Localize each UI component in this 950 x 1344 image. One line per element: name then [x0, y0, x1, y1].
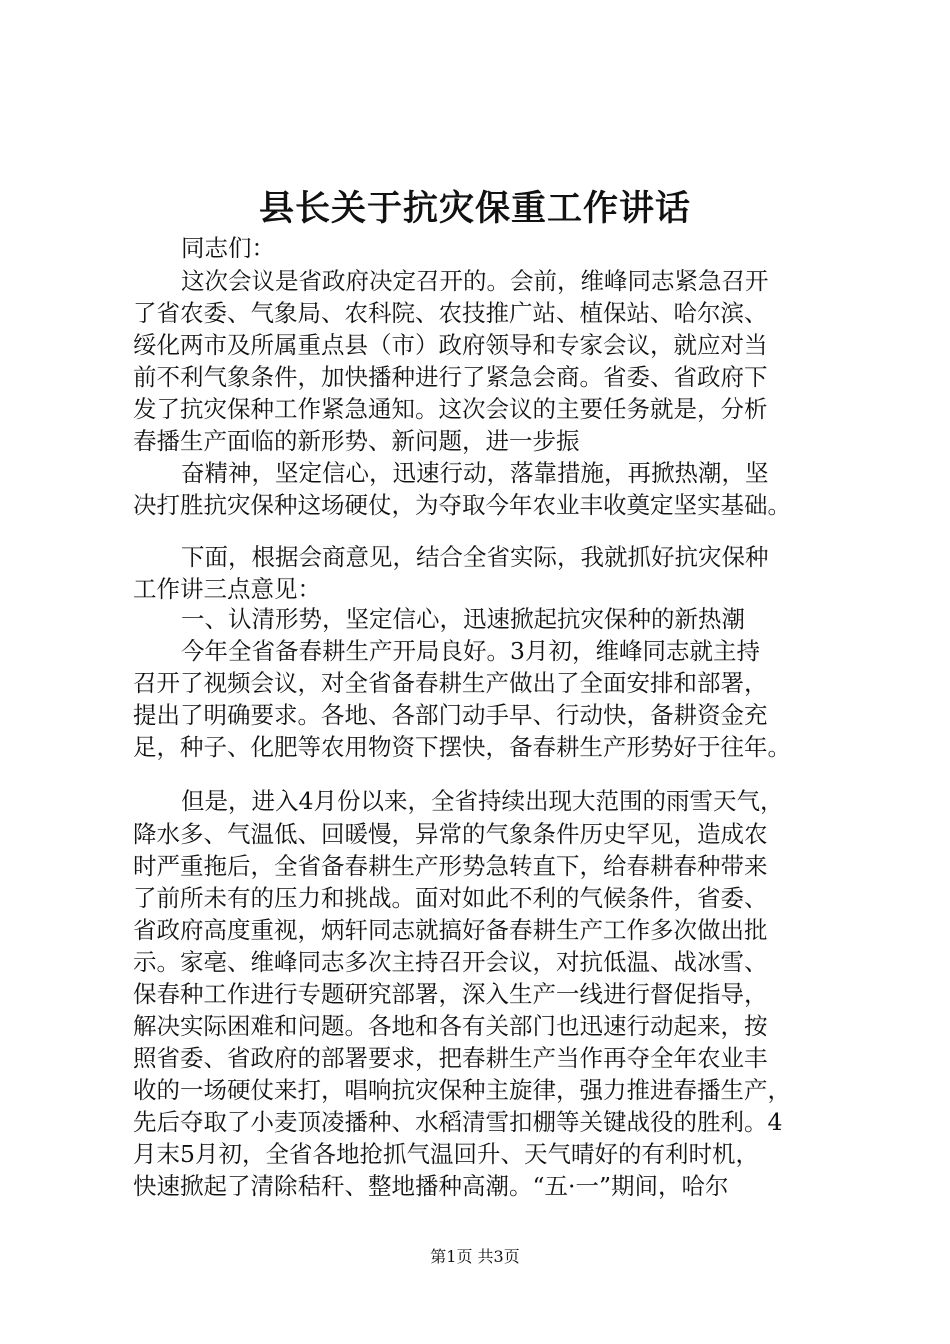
text-line: 发了抗灾保种工作紧急通知。这次会议的主要任务就是，分析	[133, 395, 768, 423]
text-line: 绥化两市及所属重点县（市）政府领导和专家会议，就应对当	[133, 331, 768, 359]
document-title: 县长关于抗灾保重工作讲话	[258, 188, 691, 229]
text-line: 但是，进入4月份以来，全省持续出现大范围的雨雪天气，	[181, 787, 784, 815]
text-line: 解决实际困难和问题。各地和各有关部门也迅速行动起来，按	[133, 1012, 768, 1040]
text-line: 工作讲三点意见：	[133, 575, 321, 603]
section-heading: 一、认清形势，坚定信心，迅速掀起抗灾保种的新热潮	[181, 605, 745, 633]
text-line: 收的一场硬仗来打，唱响抗灾保种主旋律，强力推进春播生产，	[133, 1076, 791, 1104]
text-line: 省政府高度重视，炳轩同志就搞好备春耕生产工作多次做出批	[133, 916, 768, 944]
text-line: 时严重拖后，全省备春耕生产形势急转直下，给春耕春种带来	[133, 852, 768, 880]
text-line: 这次会议是省政府决定召开的。会前，维峰同志紧急召开	[181, 267, 769, 295]
text-line: 降水多、气温低、回暖慢，异常的气象条件历史罕见，造成农	[133, 820, 768, 848]
text-line: 今年全省备春耕生产开局良好。3月初，维峰同志就主持	[181, 637, 760, 665]
text-line: 决打胜抗灾保种这场硬仗，为夺取今年农业丰收奠定坚实基础。	[133, 491, 791, 519]
text-line: 先后夺取了小麦顶凌播种、水稻清雪扣棚等关键战役的胜利。4	[133, 1108, 783, 1136]
text-line: 奋精神，坚定信心，迅速行动，落靠措施，再掀热潮，坚	[181, 459, 769, 487]
text-line: 下面，根据会商意见，结合全省实际，我就抓好抗灾保种	[181, 543, 769, 571]
text-line: 召开了视频会议，对全省备春耕生产做出了全面安排和部署，	[133, 669, 768, 697]
text-line: 了前所未有的压力和挑战。面对如此不利的气候条件，省委、	[133, 884, 768, 912]
text-line: 足，种子、化肥等农用物资下摆快，备春耕生产形势好于往年。	[133, 733, 791, 761]
text-line: 快速掀起了清除秸秆、整地播种高潮。“五·一”期间，哈尔	[133, 1172, 729, 1200]
text-line: 照省委、省政府的部署要求，把春耕生产当作再夺全年农业丰	[133, 1044, 768, 1072]
text-line: 示。家亳、维峰同志多次主持召开会议，对抗低温、战冰雪、	[133, 948, 768, 976]
page-footer: 第1页 共3页	[430, 1247, 520, 1266]
text-line: 月末5月初，全省各地抢抓气温回升、天气晴好的有利时机，	[133, 1140, 759, 1168]
text-line: 前不利气象条件，加快播种进行了紧急会商。省委、省政府下	[133, 363, 768, 391]
salutation: 同志们：	[181, 234, 275, 262]
text-line: 保春种工作进行专题研究部署，深入生产一线进行督促指导，	[133, 980, 768, 1008]
text-line: 提出了明确要求。各地、各部门动手早、行动快，备耕资金充	[133, 701, 768, 729]
text-line: 春播生产面临的新形势、新问题，进一步振	[133, 427, 580, 455]
text-line: 了省农委、气象局、农科院、农技推广站、植保站、哈尔滨、	[133, 299, 768, 327]
